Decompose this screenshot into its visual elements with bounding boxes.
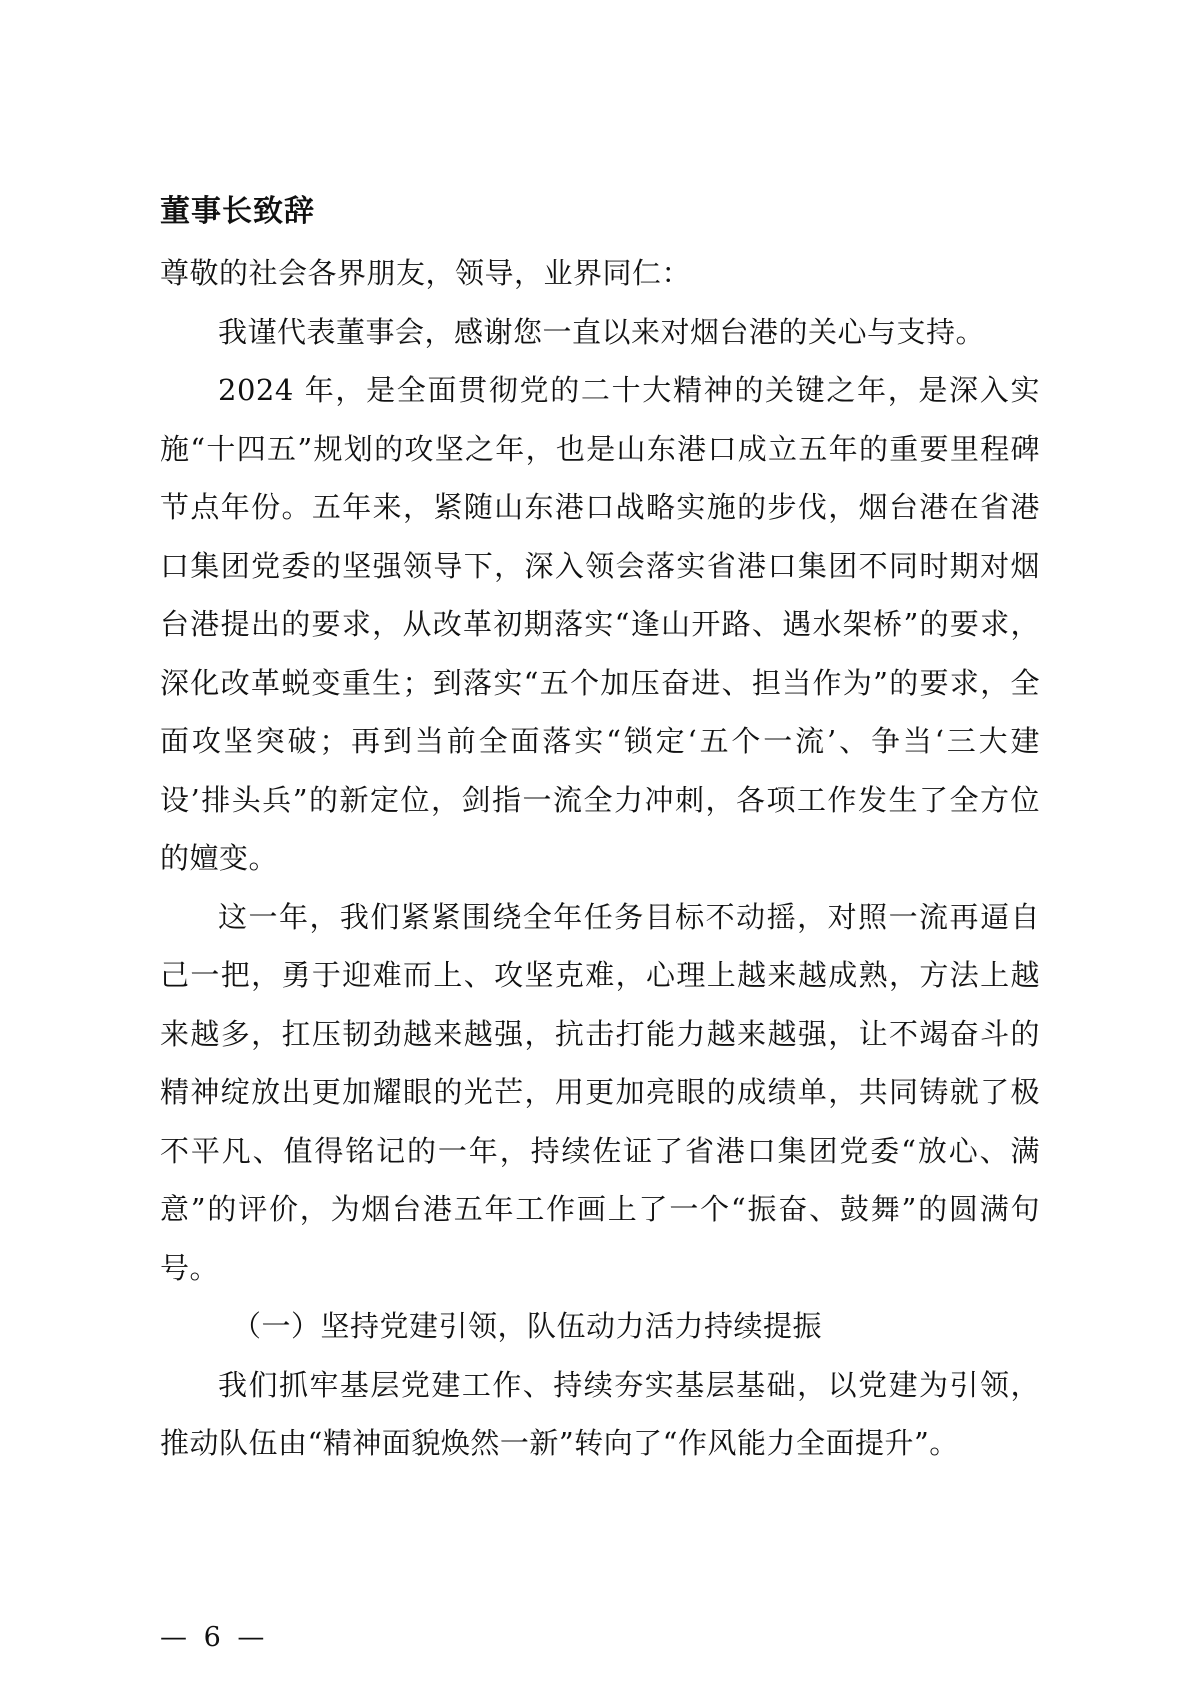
paragraph-2024-overview: 2024 年，是全面贯彻党的二十大精神的关键之年，是深入实施“十四五”规划的攻坚之年，也是山东港口成立五年的重要里程碑节点年份。五年来，紧随山东港口战略实施的步伐，烟台港在省港口集团党委的坚强领导下，深入领会落实省港口集团不同时期对烟台港提出的要求，从改革初期落实“逢山开路、遇水架桥”的要求，深化改革蜕变重生；到落实“五个加压奋进、担当作为”的要求，全面攻坚突破；再到当前全面落实“锁定‘五个一流’、争当‘三大建设’排头兵”的新定位，剑指一流全力冲刺，各项工作发生了全方位的嬗变。 [160,373,1040,875]
page-title: 董事长致辞 [160,194,315,229]
paragraph-party-building: 我们抓牢基层党建工作、持续夯实基层基础，以党建为引领，推动队伍由“精神面貌焕然一新”转向了“作风能力全面提升”。 [160,1367,1040,1460]
document-body [160,188,1040,1473]
page-number: — 6 — [160,1622,269,1653]
salutation: 尊敬的社会各界朋友，领导，业界同仁： [160,256,692,290]
paragraph-thanks: 我谨代表董事会，感谢您一直以来对烟台港的关心与支持。 [218,314,986,349]
section-heading-party-building: （一）坚持党建引领，队伍动力活力持续提振 [232,1309,823,1343]
paragraph-year-review: 这一年，我们紧紧围绕全年任务目标不动摇，对照一流再逼自己一把，勇于迎难而上、攻坚克难，心理上越来越成熟，方法上越来越多，扛压韧劲越来越强，抗击打能力越来越强，让不竭奋斗的精神绽放出更加耀眼的光芒，用更加亮眼的成绩单，共同铸就了极不平凡、值得铭记的一年，持续佐证了省港口集团党委“放心、满意”的评价，为烟台港五年工作画上了一个“振奋、鼓舞”的圆满句号。 [160,899,1040,1285]
